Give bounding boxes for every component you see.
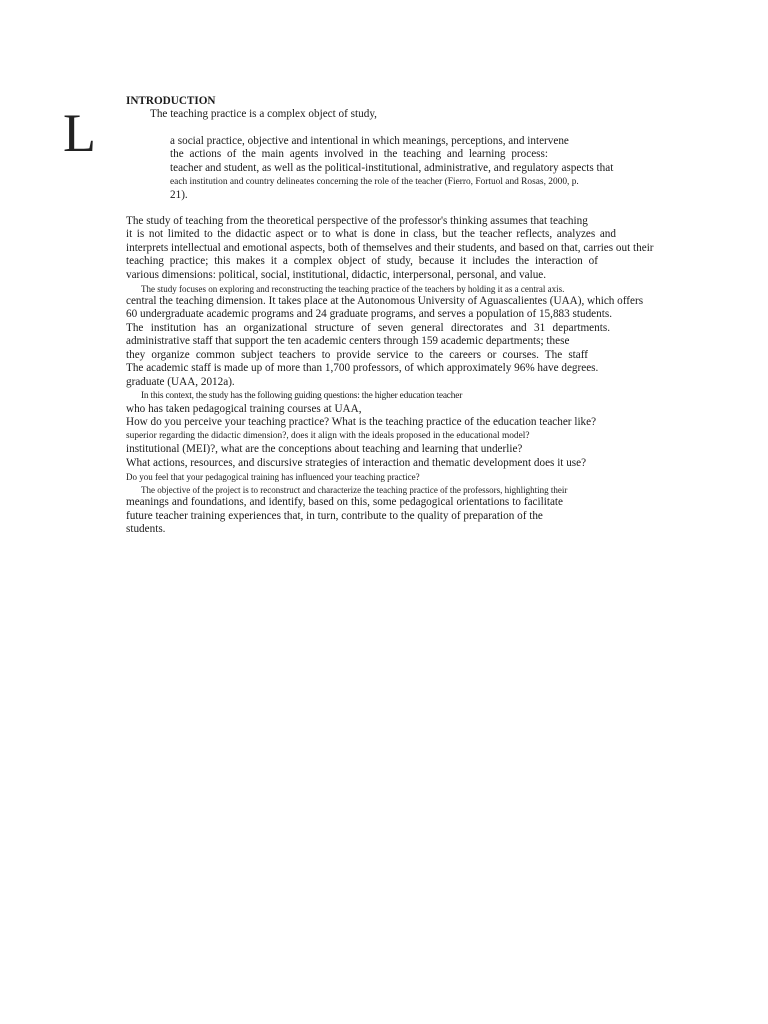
- drop-cap-letter: L: [63, 103, 96, 163]
- text-line: interprets intellectual and emotional aspects, both of themselves and their students, and based on that, carries out their: [126, 242, 654, 254]
- question-line: How do you perceive your teaching practice? What is the teaching practice of the education teacher like?: [126, 416, 597, 428]
- text-line: graduate (UAA, 2012a).: [126, 376, 235, 388]
- text-line: they organize common subject teachers to provide service to the careers or courses. The staff: [126, 349, 588, 361]
- question-line: superior regarding the didactic dimension?, does it align with the ideals proposed in the educational model?: [126, 431, 530, 441]
- text-line: The institution has an organizational structure of seven general directorates and 31 departments.: [126, 322, 610, 334]
- question-line: institutional (MEI)?, what are the conceptions about teaching and learning that underlie?: [126, 443, 523, 455]
- text-line: The study focuses on exploring and reconstructing the teaching practice of the teachers by holding it as a central axis.: [141, 284, 565, 294]
- text-line: 60 undergraduate academic programs and 24 graduate programs, and serves a population of 15,883 students.: [126, 308, 612, 320]
- text-line: who has taken pedagogical training courses at UAA,: [126, 403, 362, 415]
- text-line: students.: [126, 523, 166, 535]
- text-line: In this context, the study has the following guiding questions: the higher education teacher: [141, 391, 463, 401]
- quote-line: 21).: [170, 189, 188, 201]
- quote-line: the actions of the main agents involved in the teaching and learning process:: [170, 148, 548, 160]
- text-line: teaching practice; this makes it a complex object of study, because it includes the interaction of: [126, 255, 598, 267]
- text-line: future teacher training experiences that, in turn, contribute to the quality of preparation of the: [126, 510, 543, 522]
- text-line: The objective of the project is to reconstruct and characterize the teaching practice of the professors, highlighting their: [141, 485, 568, 495]
- text-line: various dimensions: political, social, institutional, didactic, interpersonal, personal, and value.: [126, 269, 547, 281]
- quote-line: each institution and country delineates concerning the role of the teacher (Fierro, Fortuol and Rosas, 2000, p.: [170, 177, 579, 187]
- text-line: The teaching practice is a complex object of study,: [150, 108, 377, 120]
- text-line: The academic staff is made up of more than 1,700 professors, of which approximately 96% have degrees.: [126, 362, 599, 374]
- quote-line: a social practice, objective and intentional in which meanings, perceptions, and intervene: [170, 135, 569, 147]
- text-line: meanings and foundations, and identify, based on this, some pedagogical orientations to facilitate: [126, 496, 563, 508]
- question-line: Do you feel that your pedagogical training has influenced your teaching practice?: [126, 472, 420, 482]
- text-line: it is not limited to the didactic aspect or to what is done in class, but the teacher reflects, analyzes and: [126, 228, 616, 240]
- section-heading: INTRODUCTION: [126, 95, 216, 107]
- question-line: What actions, resources, and discursive strategies of interaction and thematic development does it use?: [126, 457, 587, 469]
- text-line: The study of teaching from the theoretical perspective of the professor's thinking assumes that teaching: [126, 215, 588, 227]
- text-line: central the teaching dimension. It takes place at the Autonomous University of Aguascalientes (UAA), which offers: [126, 295, 644, 307]
- quote-line: teacher and student, as well as the political-institutional, administrative, and regulatory aspects that: [170, 162, 614, 174]
- text-line: administrative staff that support the ten academic centers through 159 academic departments; these: [126, 335, 570, 347]
